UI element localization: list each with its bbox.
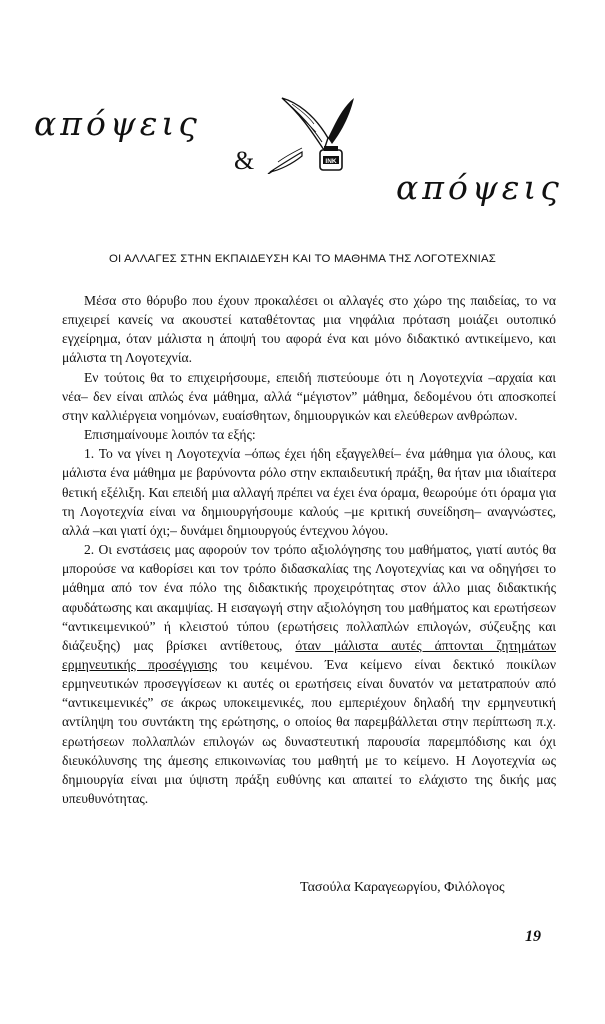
paragraph-4: 1. Το να γίνει η Λογοτεχνία –όπως έχει ήδη εξαγγελθεί– ένα μάθημα για όλους, και μάλιστα ένα μάθημα με βαρύνοντα ρόλο στην εκπαιδευτική πράξη, θα ήταν μια ιδιαίτερα θετική εξέλιξη. Και επειδή μια αλλαγή πρέπει να έχει ένα όραμα, θεωρούμε ότι όραμα για τη Λογοτεχνία είναι να δημιουργήσουμε καλούς –με κριτική συνείδηση– αναγνώστες, αλλά –και γιατί όχι;– δυνάμει δημιουργούς έντεχνου λόγου. — [62, 446, 556, 538]
paragraph-2: Εν τούτοις θα το επιχειρήσουμε, επειδή πιστεύουμε ότι η Λογοτεχνία –αρχαία και νέα– δεν είναι απλώς ένα μάθημα, αλλά “μέγιστον” μάθημα, δεδομένου ότι αποσκοπεί στην καλλιέργεια νοημόνων, ευαίσθητων, δημιουργικών και ελεύθερων ανθρώπων. — [62, 369, 556, 423]
paragraph-5-part-b: του κειμένου. Ένα κείμενο είναι δεκτικό ποικίλων ερμηνευτικών προσεγγίσεων κι αυτές οι ερωτήσεις είναι δυνατόν να μετατραπούν από “αντικειμενικές” σε άκρως υποκειμενικές, που εμπεριέχουν δηλαδή την ερμηνευτική αντίληψη του συντάκτη της ερώτησης, ο οποίος θα παρεμβάλλεται στην περίπτωση π.χ. ερωτήσεων πολλαπλών επιλογών ως δυναστευτική παρουσία παρεμπόδισης και όχι διευκόλυνσης της άμεσης επικοινωνίας του μαθητή με το κείμενο. Η Λογοτεχνία ως δημιουργία είναι μια ύψιστη πράξη ευθύνης και απαιτεί το ελάχιστο της δικής μας υπευθυνότητας. — [62, 656, 556, 807]
ink-label: INK — [325, 158, 337, 165]
paragraph-5-part-a: 2. Οι ενστάσεις μας αφορούν τον τρόπο αξιολόγησης του μαθήματος, γιατί αυτός θα μπορούσε να καθορίσει και τον τρόπο διδασκαλίας της Λογοτεχνίας και να οδηγήσει το μάθημα από τον ένα πόλο της διδακτικής προχειρότητας στον άλλο μιας διδακτικής αφυδάτωσης και ακαμψίας. Η εισαγωγή στην αξιολόγηση του μαθήματος και ερωτήσεων “αντικειμενικού” ή κλειστού τύπου (ερωτήσεις πολλαπλών επιλογών, σύζευξης και διάζευξης) μας βρίσκει αντίθετους, — [62, 542, 556, 653]
article-title: ΟΙ ΑΛΛΑΓΕΣ ΣΤΗΝ ΕΚΠΑΙΔΕΥΣΗ ΚΑΙ ΤΟ ΜΑΘΗΜΑ ΤΗΣ ΛΟΓΟΤΕΧΝΙΑΣ — [108, 253, 497, 265]
signature: Τασούλα Καραγεωργίου, Φιλόλογος — [300, 880, 505, 895]
article-body — [62, 291, 556, 808]
header-right-word: απόψεις — [396, 168, 563, 207]
paragraph-3: Επισημαίνουμε λοιπόν τα εξής: — [84, 427, 256, 443]
paragraph-1: Μέσα στο θόρυβο που έχουν προκαλέσει οι αλλαγές στο χώρο της παιδείας, το να επιχειρεί κανείς να ακουστεί καταθέτοντας μια νηφάλια πρόταση μοιάζει ουτοπικό εγχείρημα, όταν μάλιστα η άποψή του αφορά ένα και μόνο διδακτικό αντικείμενο, και μάλιστα τη Λογοτεχνία. — [62, 293, 556, 366]
page-number: 19 — [525, 928, 541, 945]
quill-and-inkwell-icon — [262, 92, 358, 174]
paragraph-5-underlined: όταν μάλιστα αυτές άπτονται ζητημάτων ερμηνευτικής προσέγγισης — [62, 637, 556, 672]
paragraph-5 — [62, 540, 556, 808]
header-ampersand: & — [234, 146, 255, 175]
header-left-word: απόψεις — [34, 104, 201, 143]
